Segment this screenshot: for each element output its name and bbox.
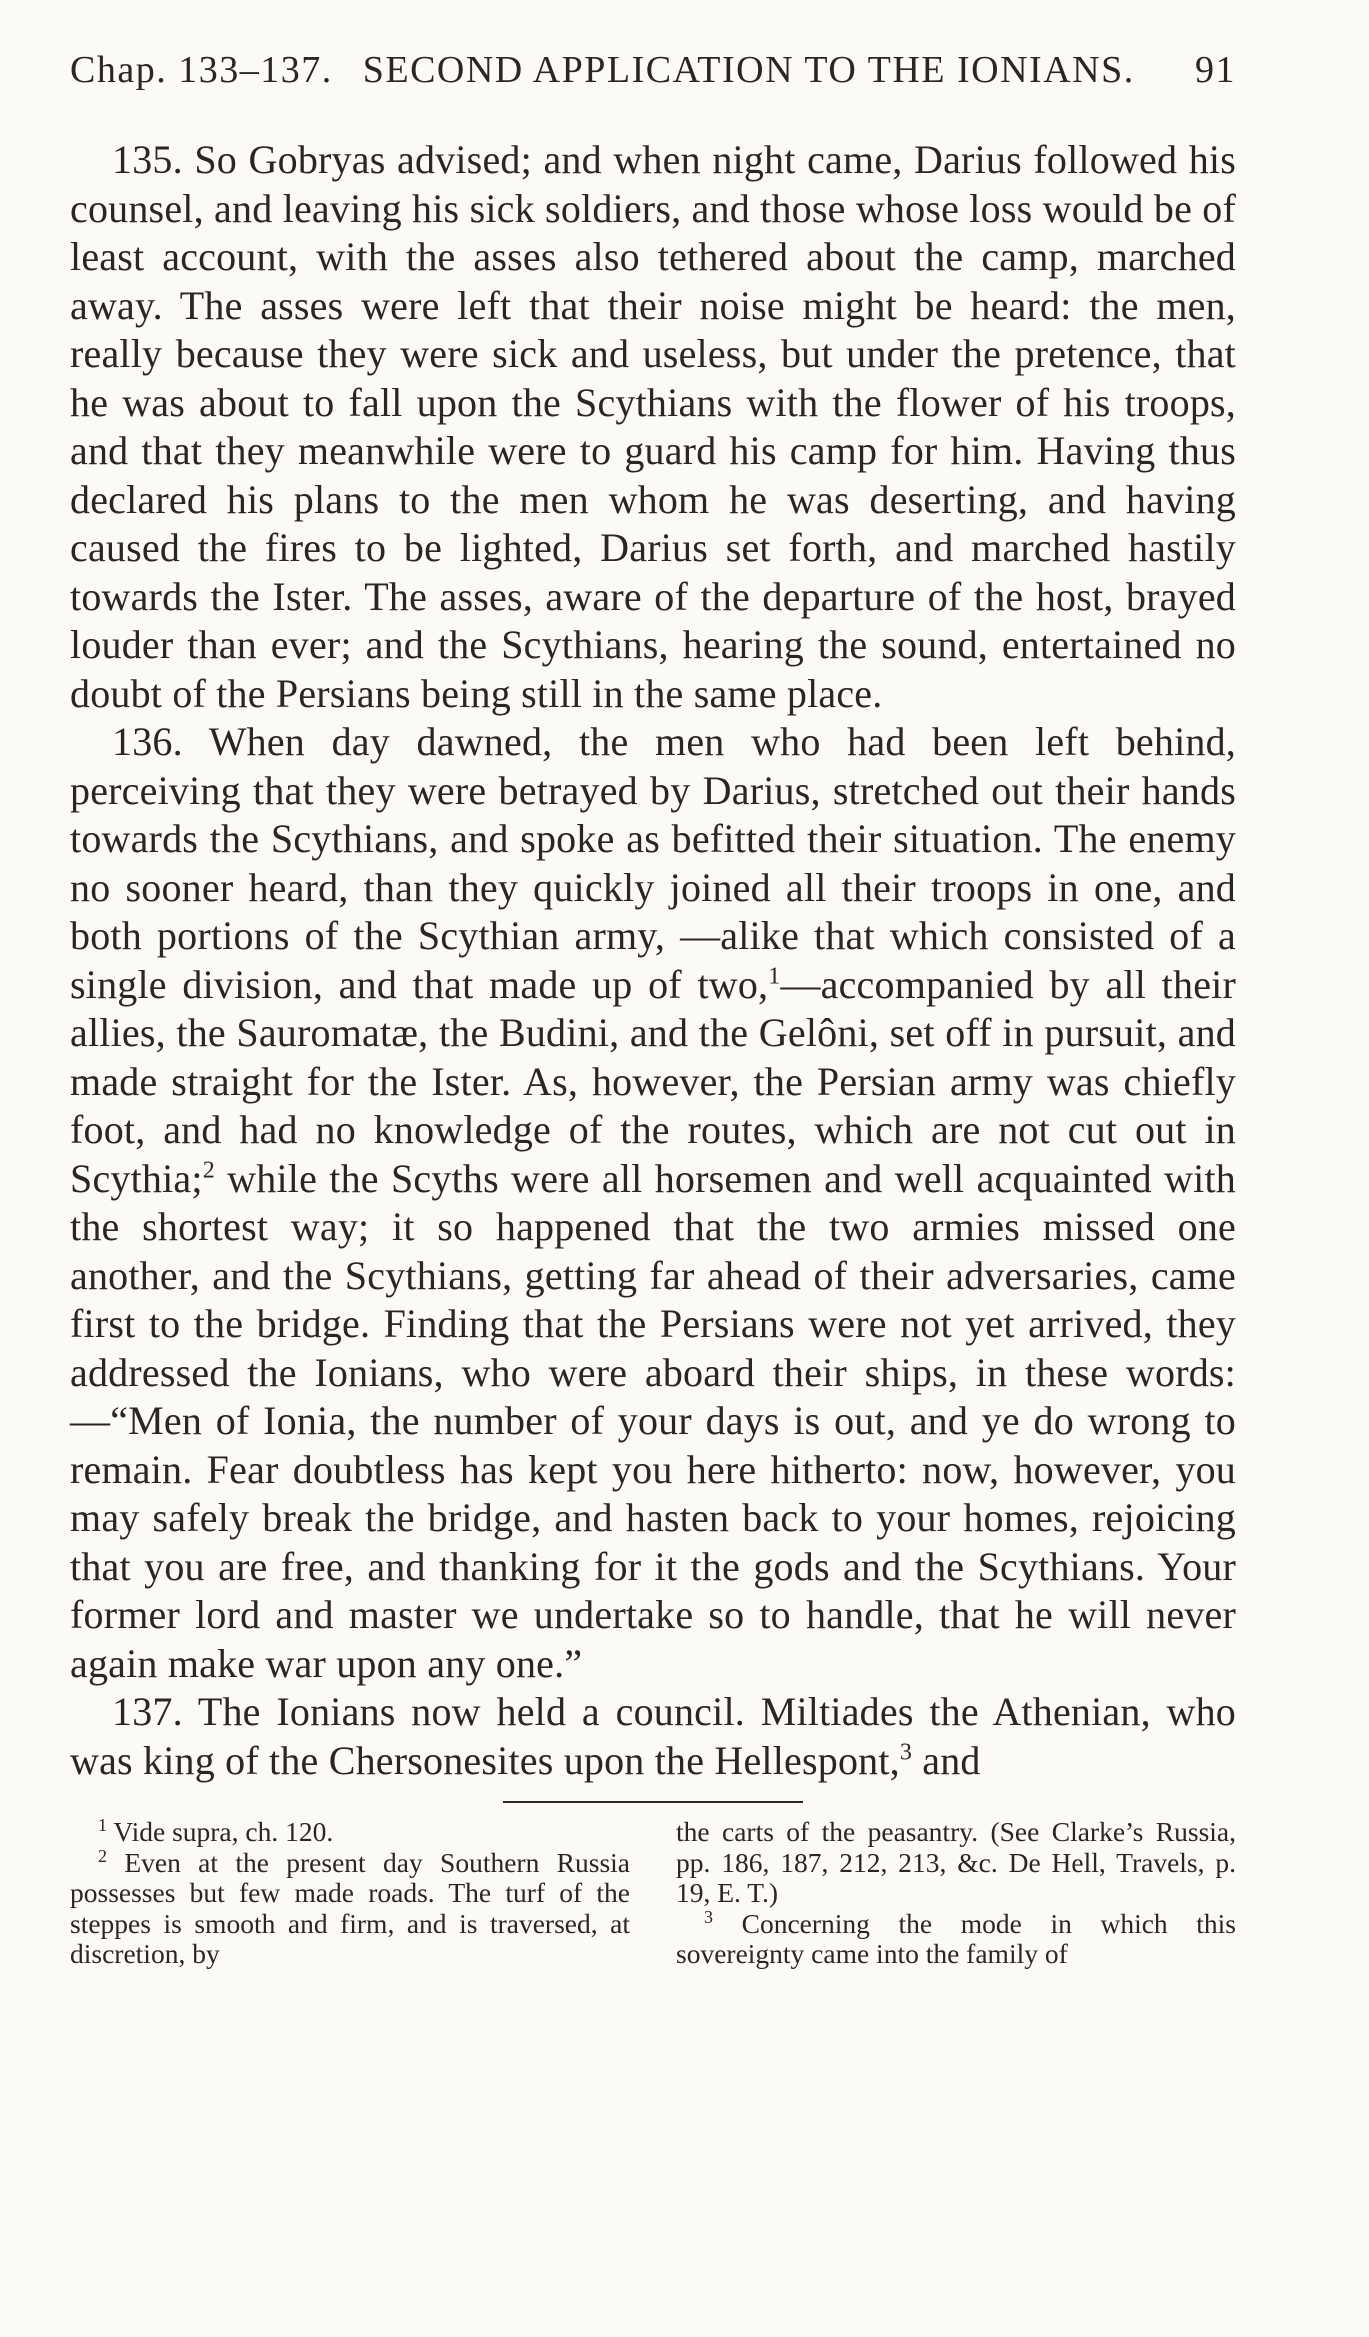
book-page bbox=[70, 48, 1236, 1970]
section-number: 136. bbox=[112, 719, 183, 764]
footnote-mark: 2 bbox=[98, 1845, 107, 1866]
footnotes-right-column bbox=[676, 1817, 1236, 1970]
footnote-1 bbox=[70, 1814, 630, 1848]
footnote-3 bbox=[676, 1906, 1237, 1970]
paragraph-text: —accompanied by all their allies, the Sauromatæ, the Budini, and the Gelôni, set off in pursuit, and made straight for the Ister. As, however, the Persian army was chiefly foot, and had no knowledge of the routes, which are not cut out in Scythia; bbox=[70, 961, 1236, 1201]
footnote-mark: 1 bbox=[98, 1814, 107, 1835]
footnote-text: the carts of the peasantry. (See Clarke’s Russia, pp. 186, 187, 212, 213, &c. De Hell, Travels, p. 19, E. T.) bbox=[676, 1816, 1236, 1908]
page-number: 91 bbox=[1195, 49, 1236, 91]
chapter-reference: Chap. 133–137. bbox=[70, 49, 333, 91]
paragraph-text: The Ionians now held a council. Miltiades the Athenian, who was king of the Chersonesites upon the Hellespont, bbox=[70, 1689, 1236, 1783]
body-text bbox=[70, 136, 1236, 1785]
footnote-text: Even at the present day Southern Russia possesses but few made roads. The turf of the steppes is smooth and firm, and is traversed, at discretion, by bbox=[70, 1846, 630, 1969]
footnote-text: Vide supra, ch. 120. bbox=[113, 1816, 334, 1847]
footnote-text: Concerning the mode in which this sovereignty came into the family of bbox=[676, 1907, 1237, 1969]
paragraph-137 bbox=[70, 1688, 1236, 1785]
chapter-title: SECOND APPLICATION TO THE IONIANS. bbox=[362, 49, 1135, 91]
footnote-ref-2[interactable]: 2 bbox=[202, 1157, 215, 1184]
footnotes bbox=[70, 1814, 1237, 1970]
paragraph-text: and bbox=[912, 1737, 981, 1783]
running-head bbox=[70, 48, 1236, 100]
paragraph-text: while the Scyths were all horsemen and well acquainted with the shortest way; it so happened that the two armies missed one another, and the Scythians, getting far ahead of their adversaries, came first to the bridge. Finding that the Persians were not yet arrived, they addressed the Ionians, who were aboard their ships, in these words:—“Men of Ionia, the number of your days is out, and ye do wrong to remain. Fear doubtless has kept you here hitherto: now, however, you may safely break the bridge, and hasten back to your homes, rejoicing that you are free, and thanking for it the gods and the Scythians. Your former lord and master we undertake so to handle, that he will never again make war upon any one.” bbox=[70, 1155, 1236, 1686]
section-number: 137. bbox=[112, 1689, 183, 1734]
footnote-ref-1[interactable]: 1 bbox=[768, 963, 781, 990]
footnote-mark: 3 bbox=[704, 1906, 713, 1927]
footnote-2-continued bbox=[676, 1817, 1236, 1909]
footnote-divider bbox=[503, 1801, 803, 1803]
paragraph-text: When day dawned, the men who had been left behind, perceiving that they were betrayed by Darius, stretched out their hands towards the Scythians, and spoke as befitted their situation. The enemy no sooner heard, than they quickly joined all their troops in one, and both portions of the Scythian army, —alike that which consisted of a single division, and that made up of two, bbox=[70, 719, 1236, 1007]
paragraph-text: So Gobryas advised; and when night came, Darius followed his counsel, and leaving his sick soldiers, and those whose loss would be of least account, with the asses also tethered about the camp, marched away. The asses were left that their noise might be heard: the men, really because they were sick and useless, but under the pretence, that he was about to fall upon the Scythians with the flower of his troops, and that they meanwhile were to guard his camp for him. Having thus declared his plans to the men whom he was deserting, and having caused the fires to be lighted, Darius set forth, and marched hastily towards the Ister. The asses, aware of the departure of the host, brayed louder than ever; and the Scythians, hearing the sound, entertained no doubt of the Persians being still in the same place. bbox=[70, 137, 1237, 716]
footnotes-left-column bbox=[70, 1814, 630, 1970]
footnote-2 bbox=[70, 1845, 630, 1970]
section-number: 135. bbox=[112, 137, 183, 182]
paragraph-135 bbox=[70, 136, 1236, 718]
paragraph-136 bbox=[70, 718, 1236, 1688]
footnote-ref-3[interactable]: 3 bbox=[899, 1739, 913, 1766]
